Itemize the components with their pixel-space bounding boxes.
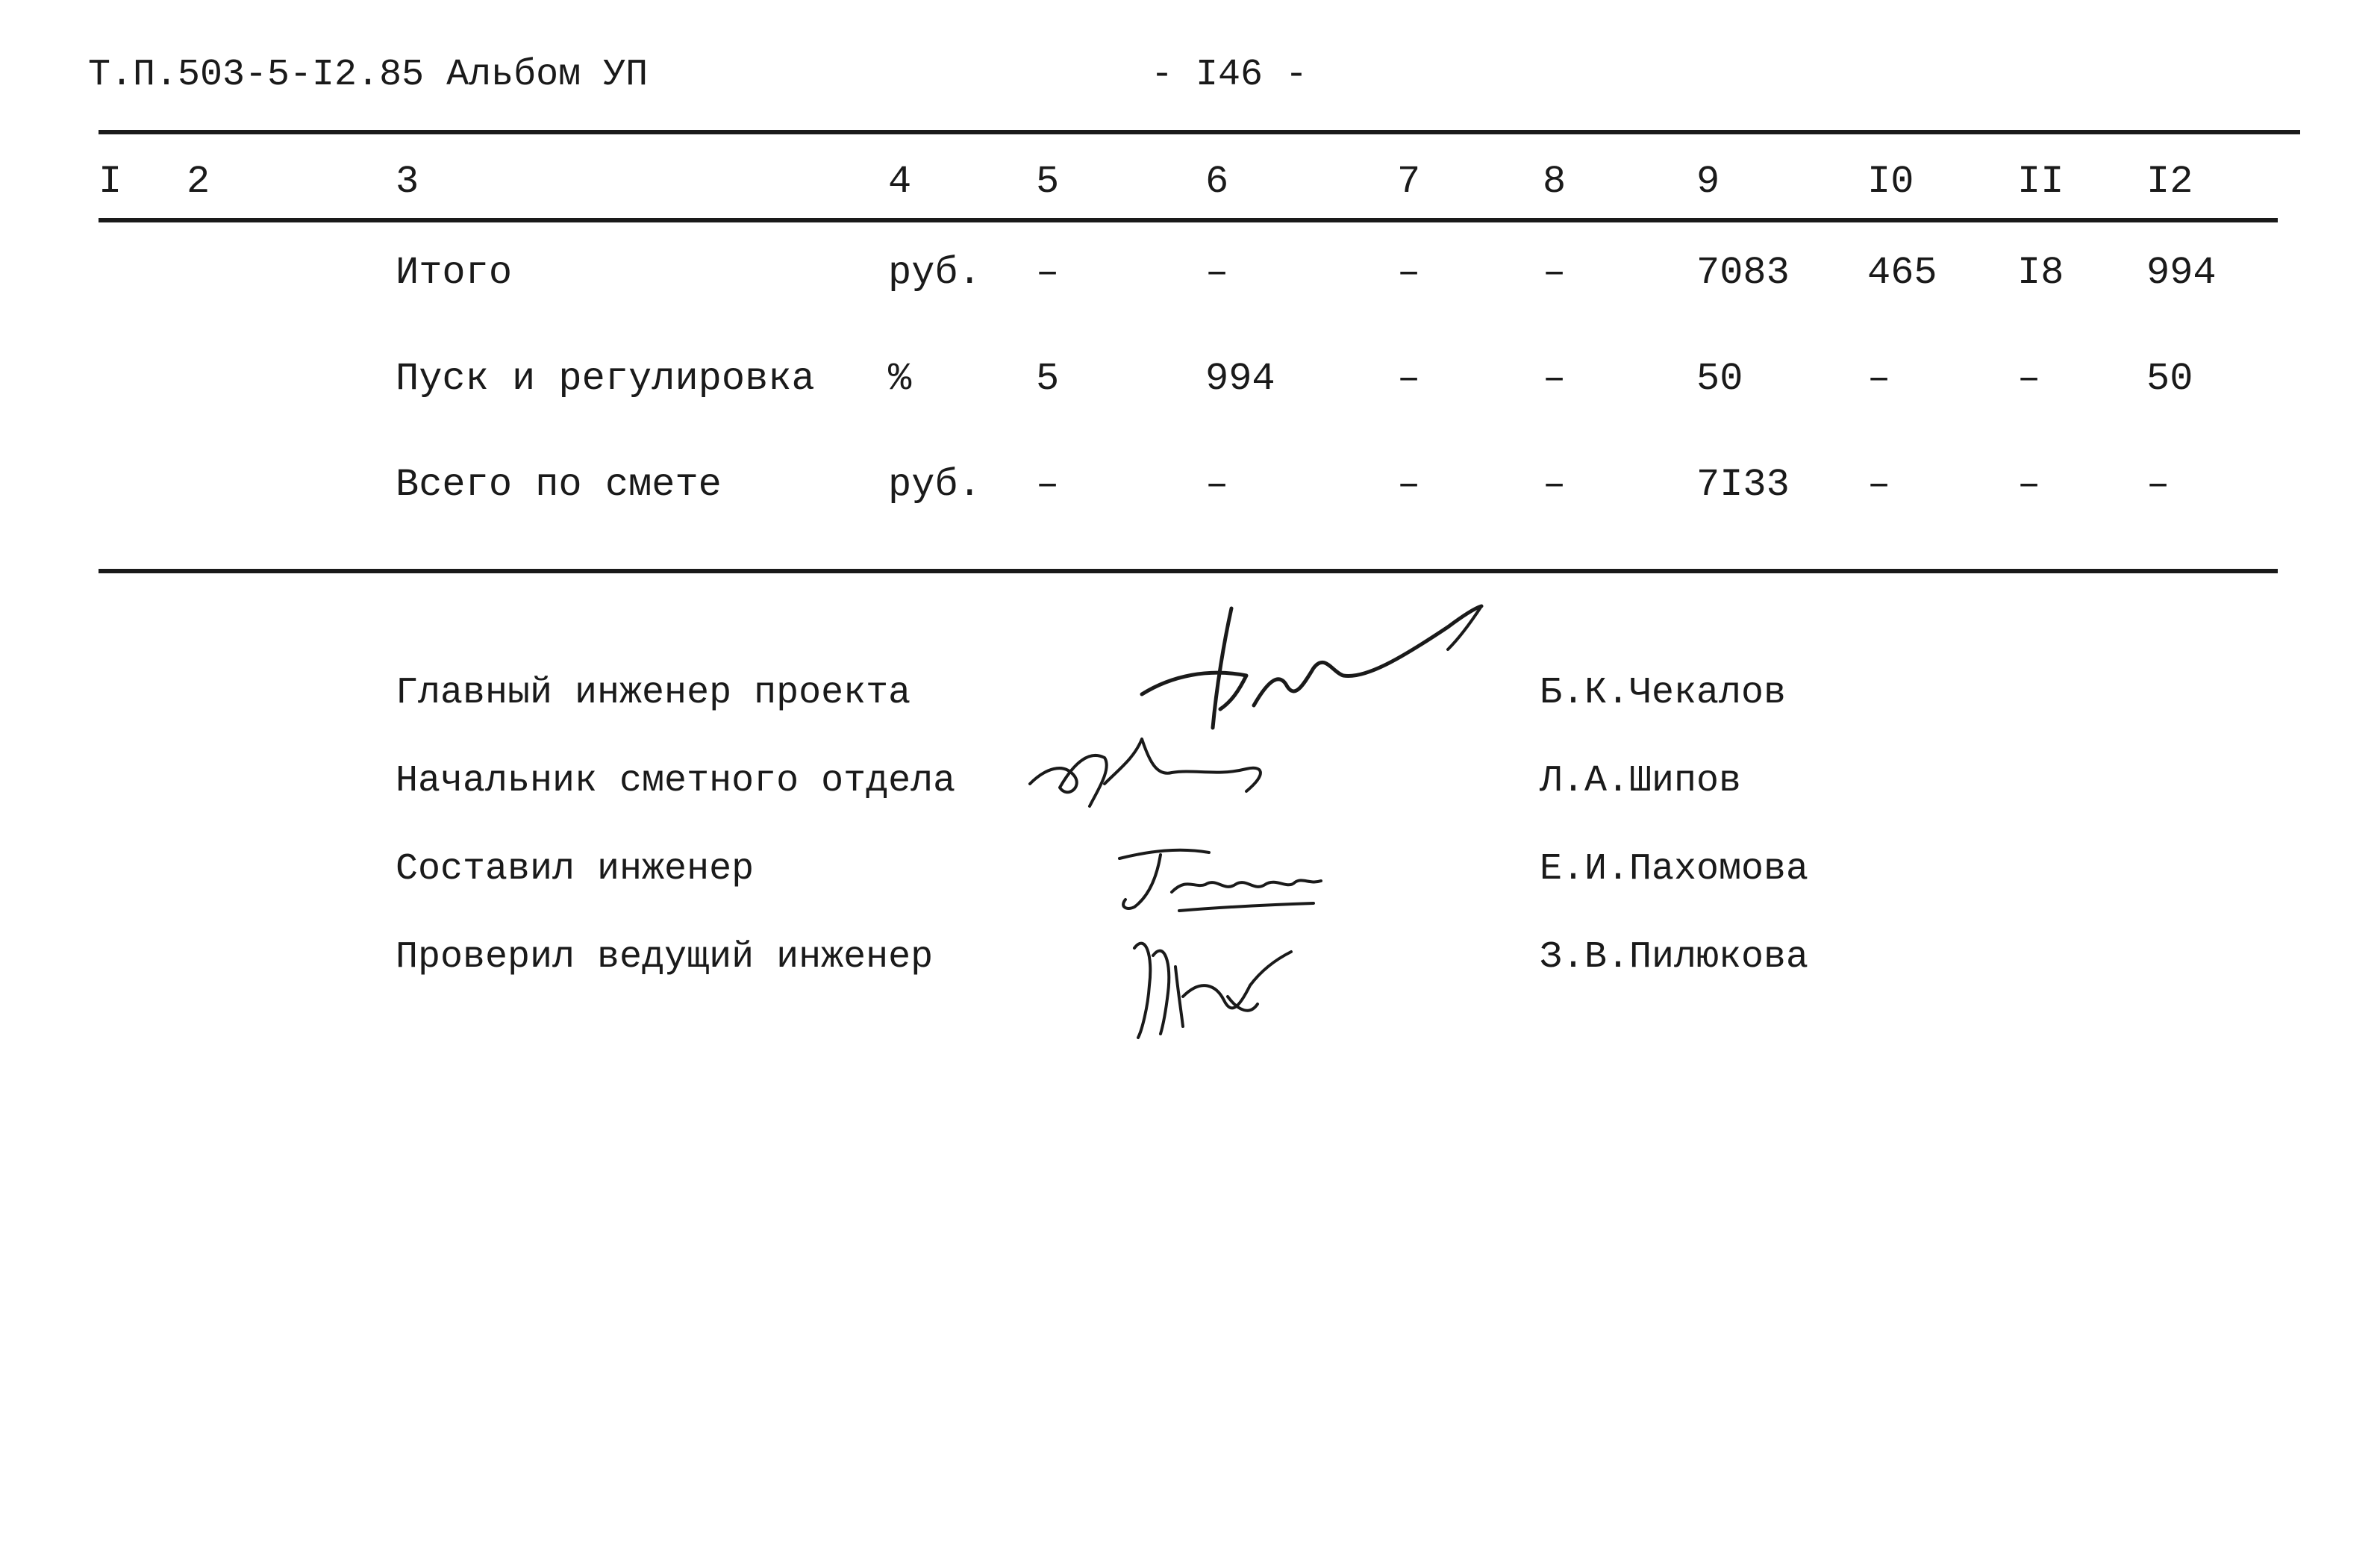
row-col12: – (2146, 463, 2170, 507)
signature-role-checker: Проверил ведущий инженер (396, 936, 934, 979)
handwritten-signature-checker (1119, 926, 1299, 1045)
row-unit: % (888, 357, 912, 401)
row-col7: – (1397, 251, 1421, 295)
row-col7: – (1397, 463, 1421, 507)
row-col12: 50 (2146, 357, 2193, 401)
column-number-3: 3 (396, 160, 419, 204)
row-col5: 5 (1036, 357, 1060, 401)
row-col5: – (1036, 463, 1060, 507)
column-number-11: II (2017, 160, 2064, 204)
signature-role-estimate-head: Начальник сметного отдела (396, 760, 956, 802)
signature-name-estimate-head: Л.А.Шипов (1540, 760, 1742, 802)
handwritten-signature-compiler (1105, 836, 1343, 926)
row-col8: – (1543, 357, 1567, 401)
signature-role-compiler: Составил инженер (396, 848, 755, 891)
column-number-12: I2 (2146, 160, 2193, 204)
row-col10: – (1867, 463, 1891, 507)
column-number-6: 6 (1205, 160, 1229, 204)
row-col9: 50 (1696, 357, 1743, 401)
table-header-rule (99, 218, 2278, 222)
handwritten-signature-estimate-head (1022, 717, 1306, 821)
row-col11: – (2017, 357, 2041, 401)
row-unit: руб. (888, 463, 981, 507)
row-col8: – (1543, 251, 1567, 295)
row-col9: 7083 (1696, 251, 1790, 295)
row-col6: 994 (1205, 357, 1275, 401)
column-number-8: 8 (1543, 160, 1567, 204)
row-col11: I8 (2017, 251, 2064, 295)
column-number-1: I (99, 160, 122, 204)
column-number-2: 2 (187, 160, 210, 204)
row-col6: – (1205, 463, 1229, 507)
row-col8: – (1543, 463, 1567, 507)
column-number-4: 4 (888, 160, 912, 204)
row-col6: – (1205, 251, 1229, 295)
row-name: Итого (396, 251, 513, 295)
row-col7: – (1397, 357, 1421, 401)
table-top-rule (99, 130, 2300, 134)
column-number-7: 7 (1397, 160, 1421, 204)
row-col10: 465 (1867, 251, 1937, 295)
signature-name-compiler: Е.И.Пахомова (1540, 848, 1809, 891)
column-number-10: I0 (1867, 160, 1914, 204)
row-col12: 994 (2146, 251, 2217, 295)
row-col5: – (1036, 251, 1060, 295)
page-number: - I46 - (1151, 54, 1308, 96)
row-unit: руб. (888, 251, 981, 295)
row-name: Пуск и регулировка (396, 357, 815, 401)
row-col11: – (2017, 463, 2041, 507)
row-col10: – (1867, 357, 1891, 401)
column-number-9: 9 (1696, 160, 1720, 204)
row-name: Всего по смете (396, 463, 722, 507)
table-bottom-rule (99, 569, 2278, 573)
document-code: Т.П.503-5-I2.85 Альбом УП (88, 54, 649, 96)
signature-name-checker: З.В.Пилюкова (1540, 936, 1809, 979)
row-col9: 7I33 (1696, 463, 1790, 507)
signature-role-chief-engineer: Главный инженер проекта (396, 672, 911, 714)
column-number-5: 5 (1036, 160, 1060, 204)
signature-name-chief-engineer: Б.К.Чекалов (1540, 672, 1787, 714)
